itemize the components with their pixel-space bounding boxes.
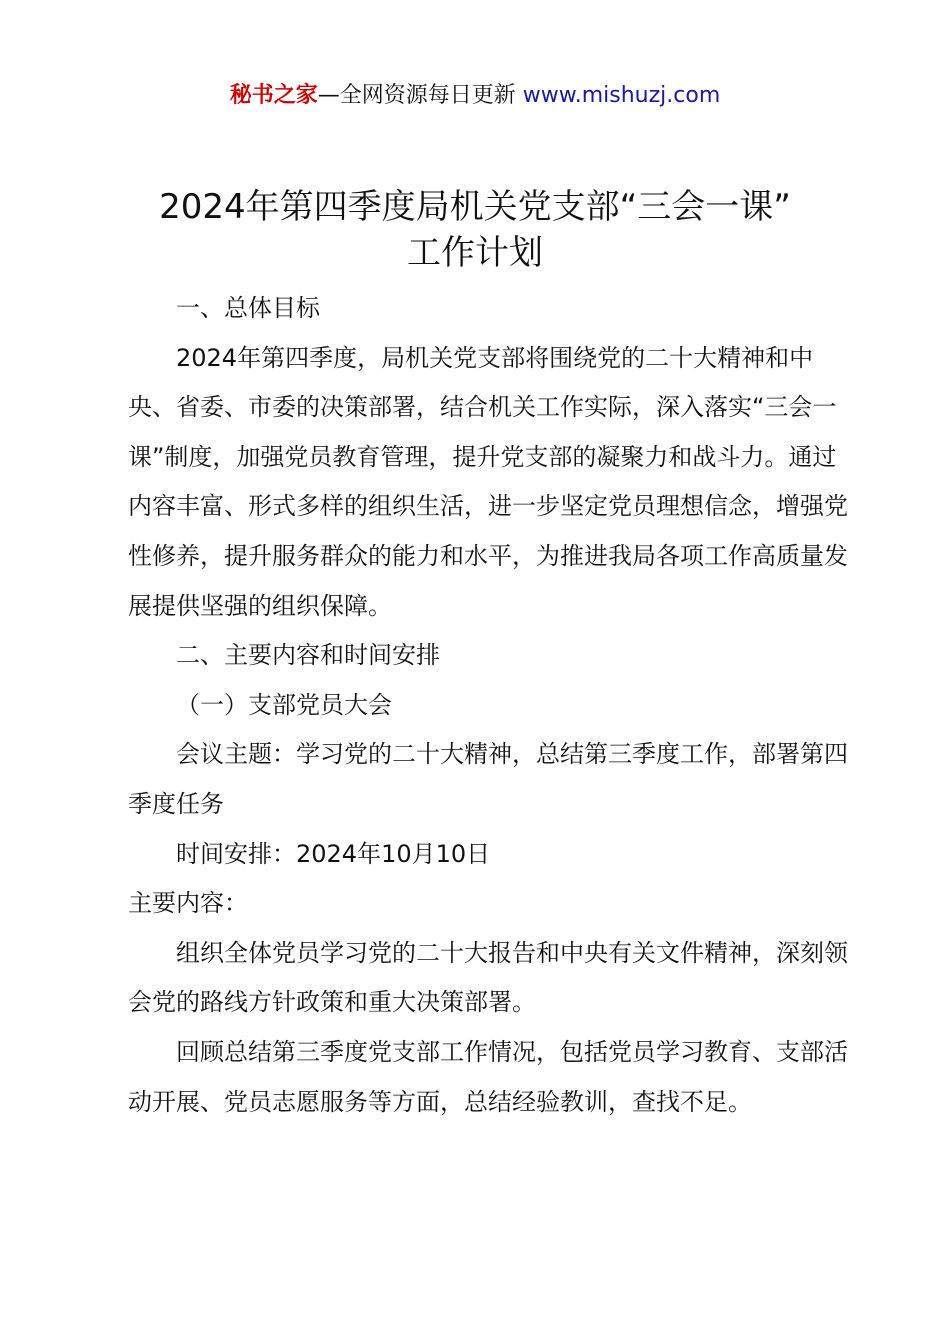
site-tagline: —全网资源每日更新	[317, 83, 523, 108]
site-brand: 秘书之家	[229, 83, 318, 108]
document-body	[128, 284, 848, 1127]
paragraph-study-item: 组织全体党员学习党的二十大报告和中央有关文件精神，深刻领会党的路线方针政策和重大决策部署。	[128, 938, 848, 1017]
paragraph-time-schedule: 时间安排：2024年10月10日	[176, 839, 491, 868]
paragraph-overall-goal: 2024年第四季度，局机关党支部将围绕党的二十大精神和中央、省委、市委的决策部署，结合机关工作实际，深入落实“三会一课”制度，加强党员教育管理，提升党支部的凝聚力和战斗力。通过内容丰富、形式多样的组织生活，进一步坚定党员理想信念，增强党性修养，提升服务群众的能力和水平，为推进我局各项工作高质量发展提供坚强的组织保障。	[128, 343, 848, 620]
site-url-link[interactable]: www.mishuzj.com	[522, 83, 721, 108]
site-header	[0, 80, 950, 112]
document-title	[60, 184, 890, 276]
paragraph-main-content-label: 主要内容：	[128, 889, 248, 918]
section-heading-content-schedule: 二、主要内容和时间安排	[176, 641, 440, 670]
title-line-2: 工作计划	[407, 233, 543, 273]
paragraph-meeting-theme: 会议主题：学习党的二十大精神，总结第三季度工作，部署第四季度任务	[128, 740, 848, 818]
subsection-heading-party-meeting: （一）支部党员大会	[176, 690, 392, 719]
section-heading-overall-goal: 一、总体目标	[176, 294, 320, 322]
paragraph-review-item: 回顾总结第三季度党支部工作情况，包括党员学习教育、支部活动开展、党员志愿服务等方面，总结经验教训，查找不足。	[128, 1037, 848, 1116]
title-line-1: 2024年第四季度局机关党支部“三会一课”	[159, 187, 791, 227]
